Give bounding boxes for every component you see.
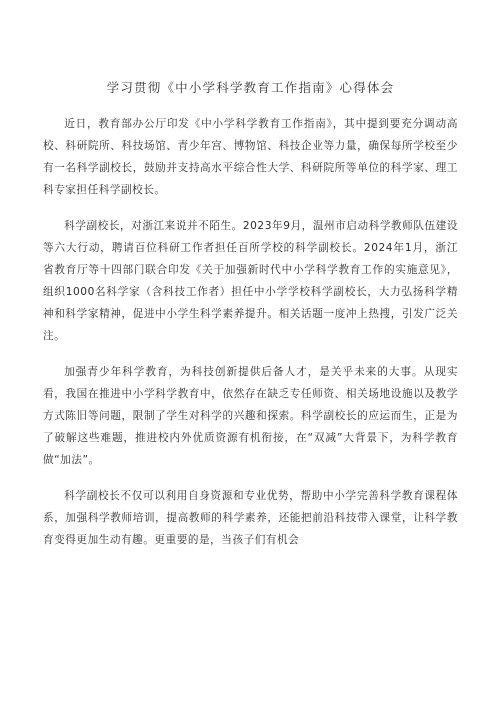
document-title: 学习贯彻《中小学科学教育工作指南》心得体会 [106, 80, 395, 95]
paragraph-1: 近日，教育部办公厅印发《中小学科学教育工作指南》，其中提到要充分调动高校、科研院所、科技场馆、青少年宫、博物馆、科技企业等力量，确保每所学校至少有一名科学副校长，鼓励并支持高水平综合性大学、科研院所等单位的科学家、理工科专家担任科学副校长。 [43, 118, 458, 196]
paragraph-2: 科学副校长，对浙江来说并不陌生。2023年9月，温州市启动科学教师队伍建设等六大行动，聘请百位科研工作者担任百所学校的科学副校长。2024年1月，浙江省教育厅等十四部门联合印发《关于加强新时代中小学科学教育工作的实施意见》，组织1000名科学家（含科技工作者）担任中小学学校科学副校长，大力弘扬科学精神和科学家精神，促进中小学生科学素养提升。相关话题一度冲上热搜，引发广泛关注。 [43, 220, 458, 342]
paragraph-3: 加强青少年科学教育，为科技创新提供后备人才，是关乎未来的大事。从现实看，我国在推进中小学科学教育中，依然存在缺乏专任师资、相关场地设施以及教学方式陈旧等问题，限制了学生对科学的兴趣和探索。科学副校长的应运而生，正是为了破解这些难题，推进校内外优质资源有机衔接，在“双减”大背景下，为科学教育做“加法”。 [43, 366, 458, 466]
paragraph-4: 科学副校长不仅可以利用自身资源和专业优势，帮助中小学完善科学教育课程体系，加强科学教师培训，提高教师的科学素养，还能把前沿科技带入课堂，让科学教育变得更加生动有趣。更重要的是，当孩子们有机会 [43, 490, 458, 546]
